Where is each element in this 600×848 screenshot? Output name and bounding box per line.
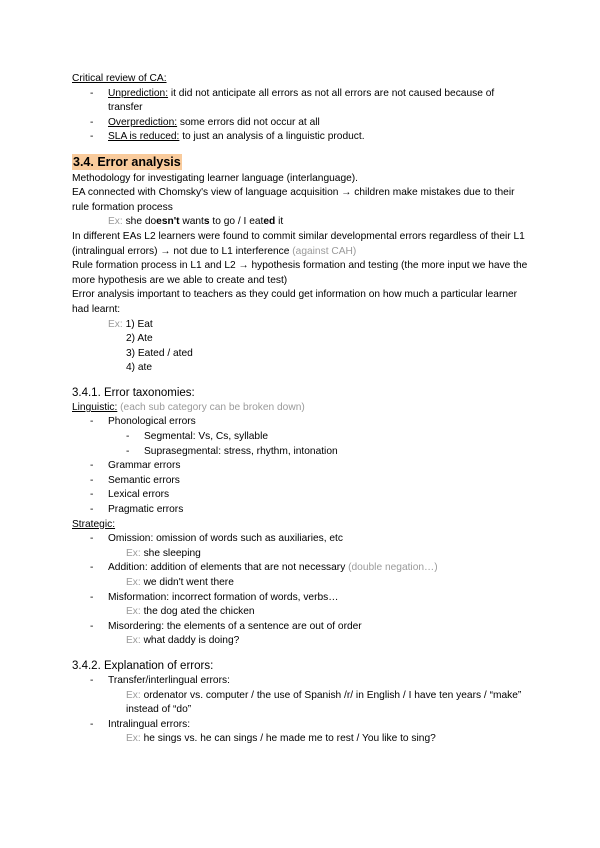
example-line: Ex: she doesn't wants to go / I eated it [108, 216, 284, 228]
linguistic-label: Linguistic: (each sub category can be broken down) [72, 401, 305, 413]
example-line: Ex: what daddy is doing? [126, 635, 240, 647]
example-line: Ex: 1) Eat [108, 318, 153, 330]
example-line: Ex: she sleeping [126, 547, 201, 559]
list-item: - Segmental: Vs, Cs, syllable [72, 430, 528, 445]
list-item: - Lexical errors [72, 488, 528, 503]
list-item: - Semantic errors [72, 474, 528, 489]
paragraph: In different EAs L2 learners were found to commit similar developmental errors regardless of their L1 (intralingual errors) → not due to L1 interference (against CAH) [72, 230, 525, 257]
list-item: - SLA is reduced: to just an analysis of a linguistic product. [72, 130, 528, 145]
list-item: - Grammar errors [72, 459, 528, 474]
critical-review-title: Critical review of CA: [72, 73, 167, 84]
list-item: - Transfer/interlingual errors: [72, 674, 528, 689]
example-line: Ex: ordenator vs. computer / the use of Spanish /r/ in English / I have ten years / “make” instead of “do” [126, 689, 522, 716]
paragraph: Rule formation process in L1 and L2 → hypothesis formation and testing (the more input we have the more hypothesis are we able to create and test) [72, 260, 528, 286]
list-item: - Suprasegmental: stress, rhythm, intonation [72, 445, 528, 460]
section-heading-error-analysis: 3.4. Error analysis [73, 154, 181, 169]
example-item: 3) Eated / ated [126, 347, 193, 359]
strategic-label: Strategic: [72, 518, 116, 530]
example-line: Ex: we didn't went there [126, 577, 234, 588]
example-item: 2) Ate [126, 333, 153, 345]
list-item: - Misordering: the elements of a sentence are out of order [72, 620, 528, 635]
list-item: - Omission: omission of words such as auxiliaries, etc [72, 532, 528, 547]
list-item: - Addition: addition of elements that are not necessary (double negation…) [72, 561, 528, 576]
document-page [72, 72, 528, 747]
example-item: 4) ate [126, 362, 153, 374]
section-heading-error-taxonomies: 3.4.1. Error taxonomies: [72, 386, 195, 399]
list-item: - Misformation: incorrect formation of words, verbs… [72, 591, 528, 606]
paragraph: EA connected with Chomsky's view of language acquisition → children make mistakes due to their rule formation process [72, 187, 515, 213]
list-item: - Phonological errors [72, 415, 528, 430]
section-heading-explanation-of-errors: 3.4.2. Explanation of errors: [72, 659, 214, 672]
list-item: - Pragmatic errors [72, 503, 528, 518]
example-line: Ex: he sings vs. he can sings / he made me to rest / You like to sing? [126, 733, 436, 745]
paragraph: Error analysis important to teachers as they could get information on how much a particular learner had learnt: [72, 289, 518, 315]
example-line: Ex: the dog ated the chicken [126, 606, 255, 618]
paragraph: Methodology for investigating learner language (interlanguage). [72, 172, 359, 184]
list-item: - Intralingual errors: [72, 718, 528, 733]
list-item: - Overprediction: some errors did not occur at all [72, 116, 528, 131]
list-item: - Unprediction: it did not anticipate all errors as not all errors are not caused because of transfer [72, 87, 528, 116]
